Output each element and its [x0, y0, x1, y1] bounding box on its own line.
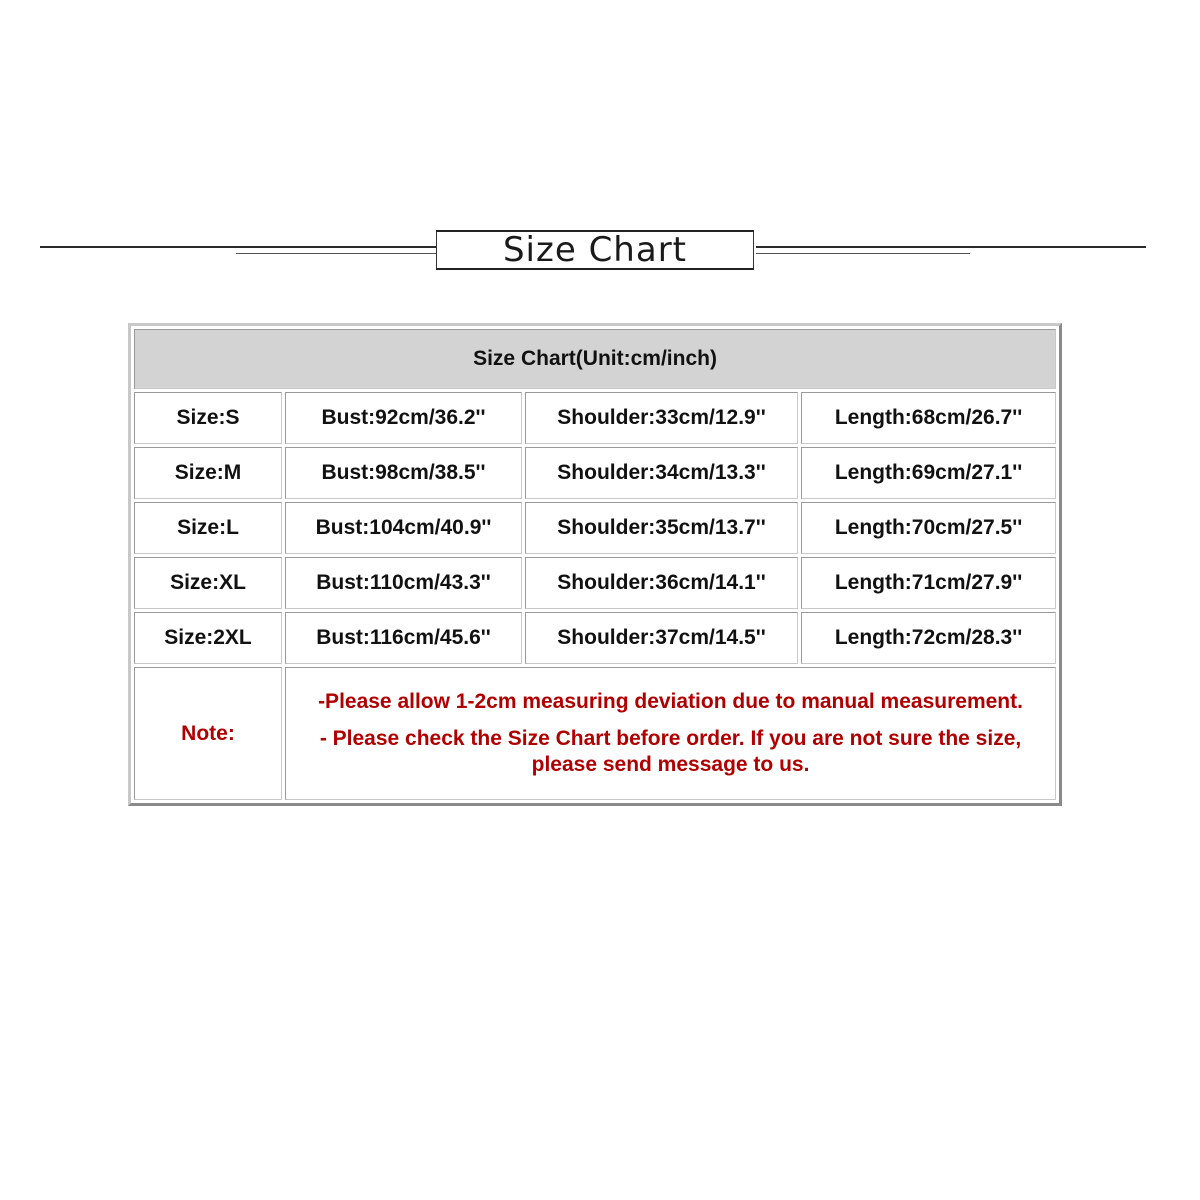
length-cell: Length:71cm/27.9'' [801, 557, 1056, 609]
title-rule-right-inner [756, 253, 970, 254]
bust-cell: Bust:98cm/38.5'' [285, 447, 522, 499]
size-cell: Size:M [134, 447, 282, 499]
table-row [134, 502, 1056, 554]
length-cell: Length:69cm/27.1'' [801, 447, 1056, 499]
bust-cell: Bust:110cm/43.3'' [285, 557, 522, 609]
shoulder-cell: Shoulder:34cm/13.3'' [525, 447, 798, 499]
page-title: Size Chart [502, 230, 688, 270]
table-row [134, 557, 1056, 609]
shoulder-cell: Shoulder:36cm/14.1'' [525, 557, 798, 609]
table-row [134, 612, 1056, 664]
title-rule-right [756, 246, 1146, 248]
length-cell: Length:68cm/26.7'' [801, 392, 1056, 444]
table-row [134, 447, 1056, 499]
shoulder-cell: Shoulder:33cm/12.9'' [525, 392, 798, 444]
size-table [131, 326, 1059, 803]
size-cell: Size:L [134, 502, 282, 554]
size-cell: Size:XL [134, 557, 282, 609]
note-body [285, 667, 1056, 800]
length-cell: Length:70cm/27.5'' [801, 502, 1056, 554]
note-row [134, 667, 1056, 800]
title-rule-left [40, 246, 436, 248]
length-cell: Length:72cm/28.3'' [801, 612, 1056, 664]
note-label: Note: [134, 667, 282, 800]
table-header-row [134, 329, 1056, 389]
bust-cell: Bust:104cm/40.9'' [285, 502, 522, 554]
title-rule-left-inner [236, 253, 436, 254]
size-cell: Size:2XL [134, 612, 282, 664]
table-header: Size Chart(Unit:cm/inch) [134, 329, 1056, 389]
shoulder-cell: Shoulder:35cm/13.7'' [525, 502, 798, 554]
shoulder-cell: Shoulder:37cm/14.5'' [525, 612, 798, 664]
table-row [134, 392, 1056, 444]
title-banner [436, 230, 754, 270]
bust-cell: Bust:116cm/45.6'' [285, 612, 522, 664]
note-line: - Please check the Size Chart before order. If you are not sure the size, please send message to us. [319, 727, 1022, 776]
bust-cell: Bust:92cm/36.2'' [285, 392, 522, 444]
size-cell: Size:S [134, 392, 282, 444]
note-line: -Please allow 1-2cm measuring deviation due to manual measurement. [318, 690, 1023, 713]
size-table-frame [128, 323, 1062, 806]
